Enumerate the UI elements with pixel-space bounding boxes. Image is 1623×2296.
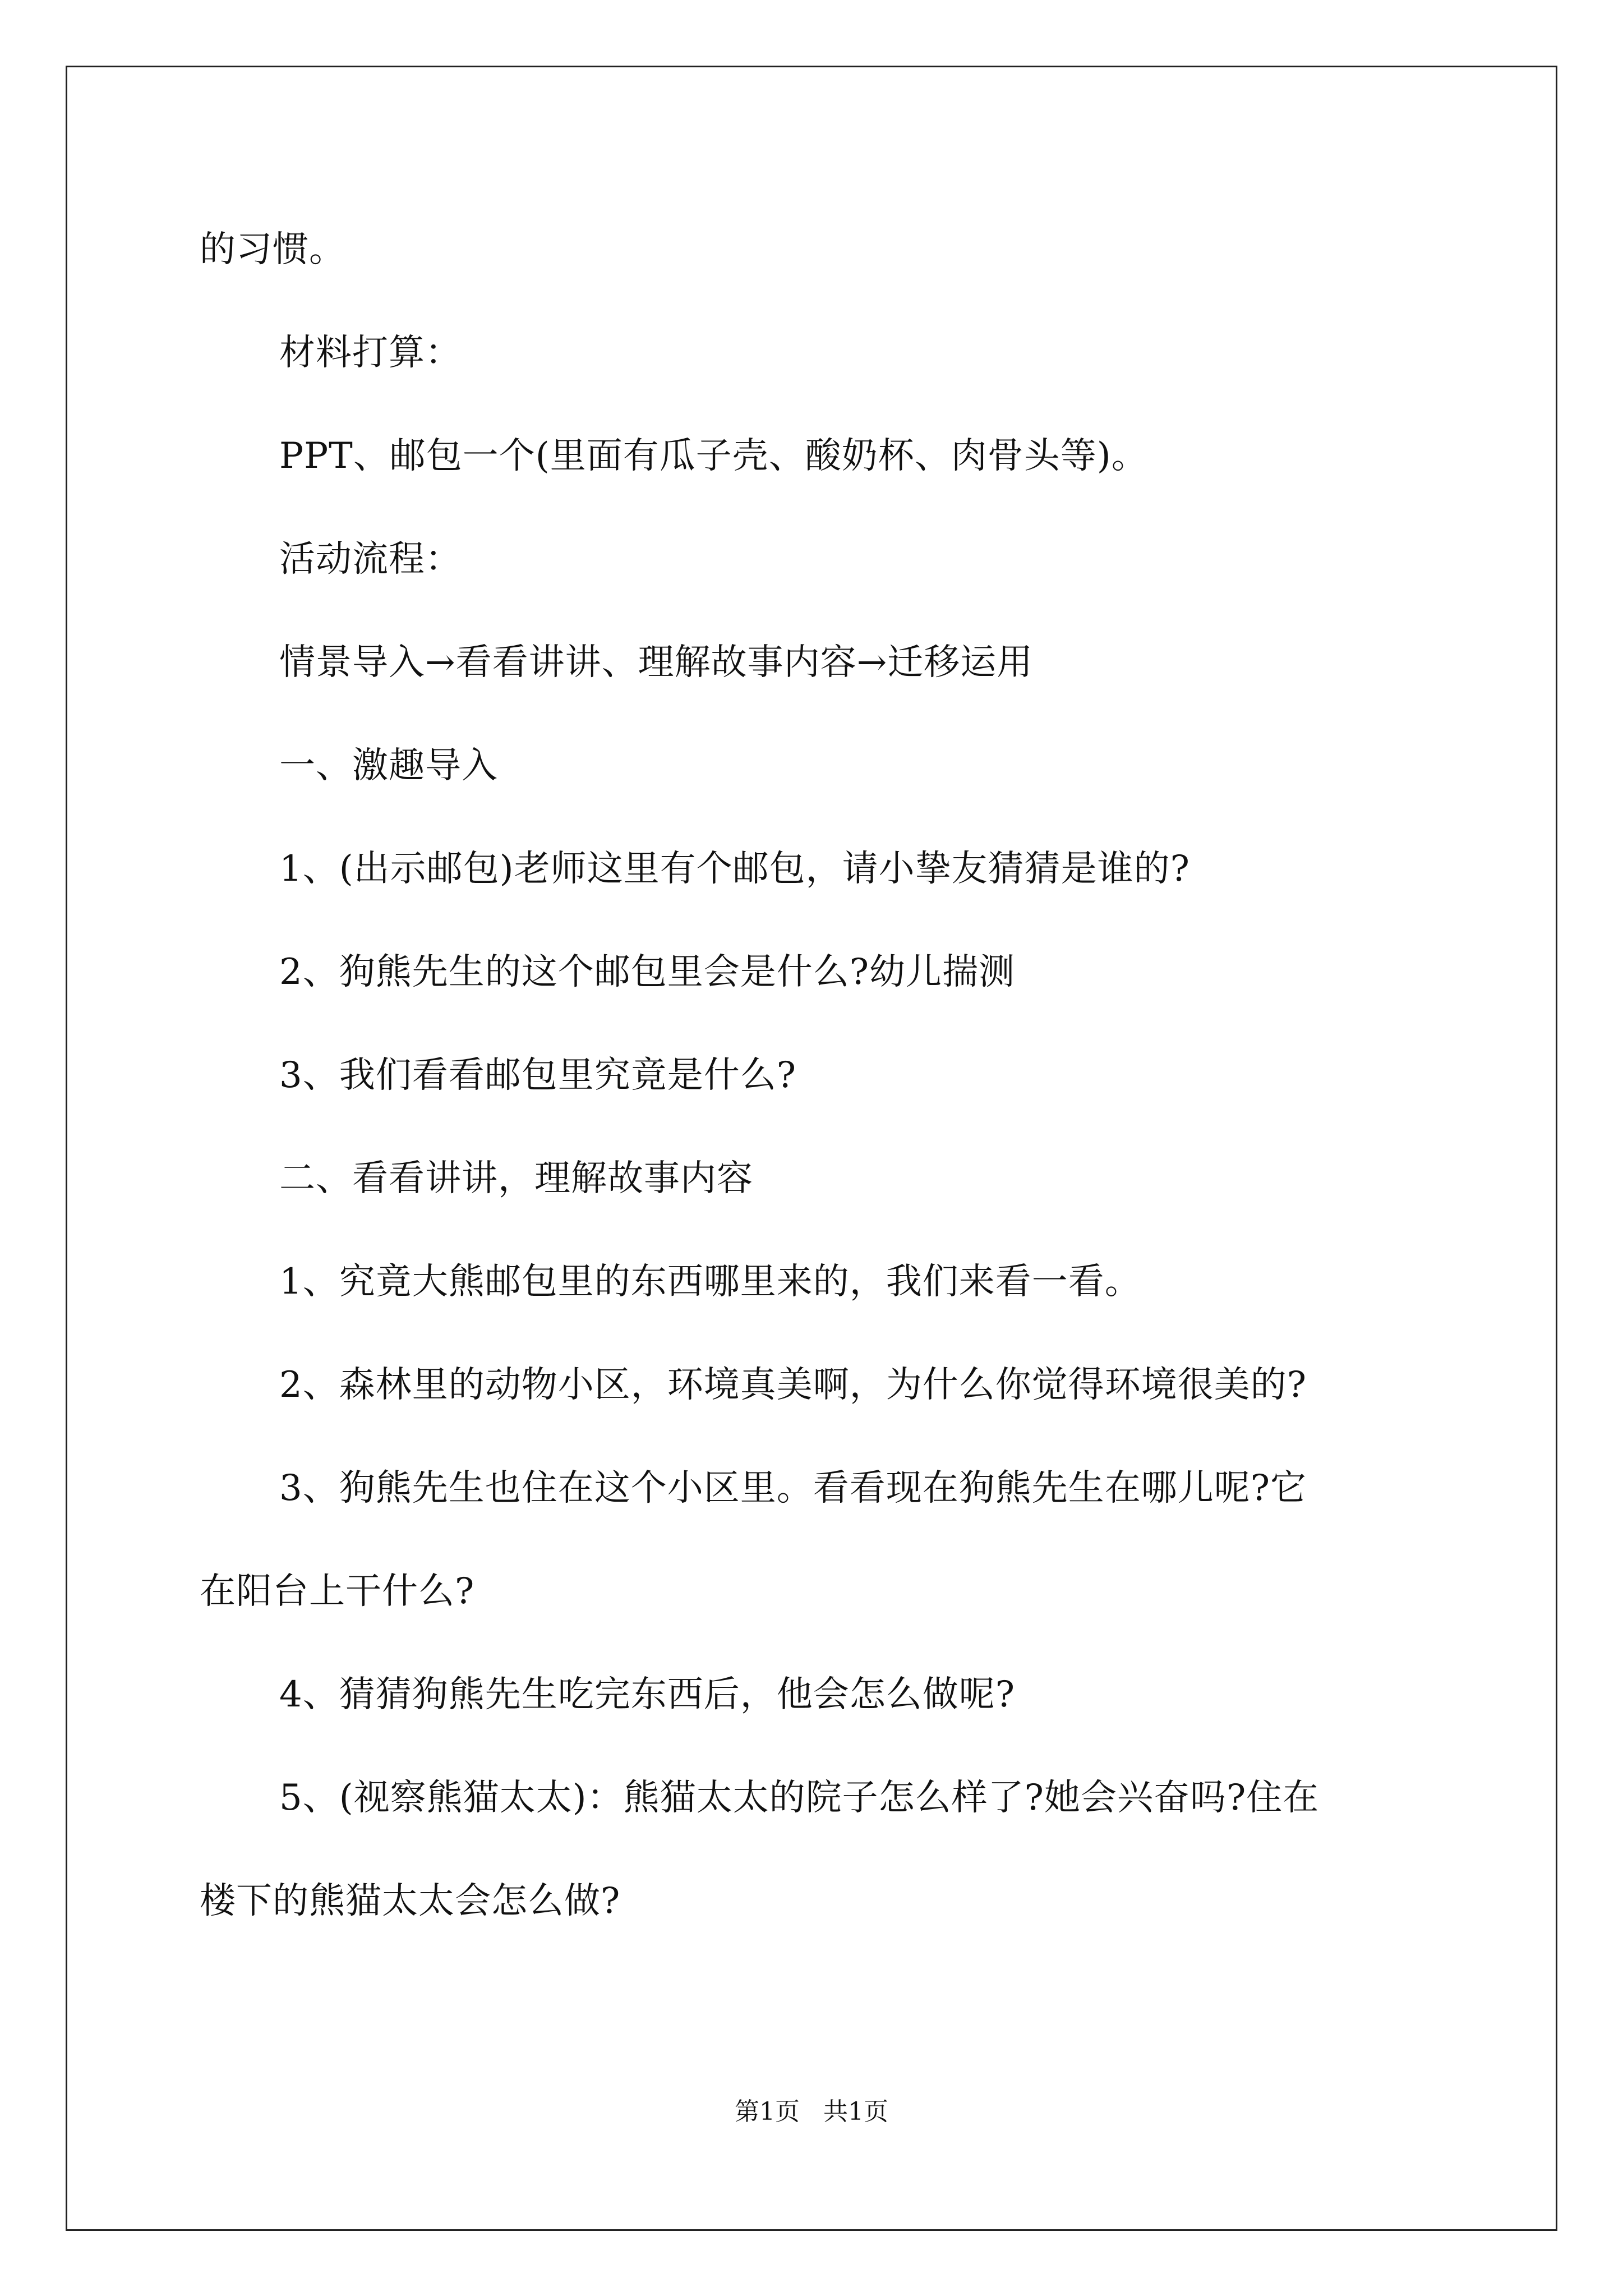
text-line-11: 1、究竟大熊邮包里的东西哪里来的，我们来看一看。 bbox=[279, 1261, 1141, 1303]
text-line-12: 2、森林里的动物小区，环境真美啊，为什么你觉得环境很美的? bbox=[279, 1364, 1307, 1406]
text-line-8: 2、狗熊先生的这个邮包里会是什么?幼儿揣测 bbox=[279, 951, 1016, 993]
text-line-2: 材料打算： bbox=[279, 332, 462, 374]
page-number: 第1页 bbox=[735, 2097, 800, 2126]
text-line-4: 活动流程： bbox=[279, 539, 462, 580]
text-line-9: 3、我们看看邮包里究竟是什么? bbox=[279, 1055, 797, 1096]
text-line-17: 楼下的熊猫太太会怎么做? bbox=[200, 1880, 621, 1922]
page-footer bbox=[0, 2095, 1623, 2129]
text-line-1: 的习惯。 bbox=[200, 229, 345, 270]
text-line-7: 1、(出示邮包)老师这里有个邮包，请小挚友猜猜是谁的? bbox=[279, 848, 1190, 890]
text-line-16: 5、(视察熊猫太太)：熊猫太太的院子怎么样了?她会兴奋吗?住在 bbox=[279, 1777, 1320, 1819]
text-line-15: 4、猜猜狗熊先生吃完东西后，他会怎么做呢? bbox=[279, 1674, 1016, 1715]
text-line-5: 情景导入→看看讲讲、理解故事内容→迁移运用 bbox=[279, 642, 1034, 683]
text-line-3: PPT、邮包一个(里面有瓜子壳、酸奶杯、肉骨头等)。 bbox=[279, 435, 1148, 477]
text-line-10: 二、看看讲讲，理解故事内容 bbox=[279, 1158, 753, 1199]
page-total: 共1页 bbox=[823, 2097, 888, 2126]
text-line-6: 一、激趣导入 bbox=[279, 745, 498, 786]
text-line-14: 在阳台上干什么? bbox=[200, 1571, 475, 1612]
text-line-13: 3、狗熊先生也住在这个小区里。看看现在狗熊先生在哪儿呢?它 bbox=[279, 1467, 1307, 1509]
